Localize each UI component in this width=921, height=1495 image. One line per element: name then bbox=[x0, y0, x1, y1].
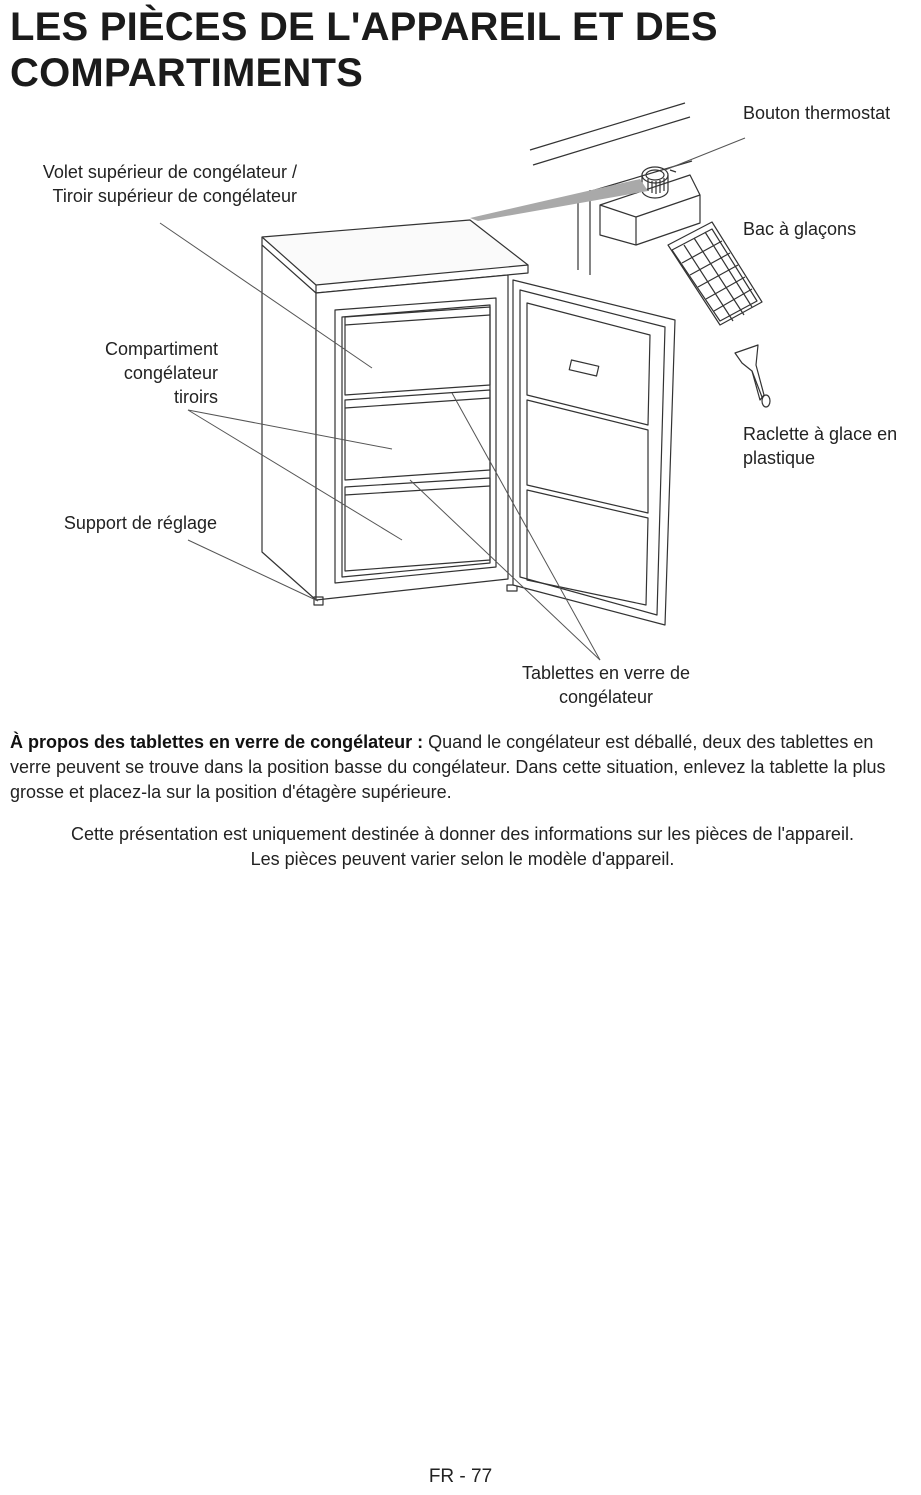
label-ice-scraper-line-1: Raclette à glace en bbox=[743, 424, 898, 444]
label-freezer-compartment bbox=[10, 337, 218, 409]
disclaimer-note-line-1: Cette présentation est uniquement destinée à donner des informations sur les pièces de l'appareil. bbox=[71, 824, 854, 844]
label-freezer-flap-line-2: Tiroir supérieur de congélateur bbox=[52, 186, 297, 206]
page-title-line-1: LES PIÈCES DE L'APPAREIL ET DES bbox=[10, 5, 718, 49]
disclaimer-note-line-2: Les pièces peuvent varier selon le modèle d'appareil. bbox=[250, 849, 675, 869]
label-ice-scraper bbox=[743, 422, 897, 470]
label-ice-tray: Bac à glaçons bbox=[743, 219, 857, 239]
cabinet-top bbox=[262, 220, 528, 285]
page-title-line-2: COMPARTIMENTS bbox=[10, 51, 363, 95]
about-glass-shelves-text: Quand le congélateur est déballé, deux des tablettes en verre peuvent se trouve dans la position basse du congélateur. Dans cette situation, enlevez la tablette la plus grosse et placez-la sur la position d'étagère supérieure. bbox=[10, 732, 886, 802]
about-glass-shelves-paragraph bbox=[10, 730, 915, 805]
label-freezer-compartment-line-1: Compartiment bbox=[104, 339, 218, 359]
freezer-parts-diagram bbox=[0, 95, 921, 715]
page-number: FR - 77 bbox=[428, 1466, 493, 1487]
adjust-foot-leader-line bbox=[188, 540, 318, 601]
disclaimer-note bbox=[10, 822, 915, 872]
label-freezer-flap-line-1: Volet supérieur de congélateur / bbox=[42, 162, 297, 182]
thermostat-zoom-wedge bbox=[470, 179, 648, 221]
label-ice-scraper-line-2: plastique bbox=[743, 448, 816, 468]
page-title bbox=[10, 4, 910, 96]
ice-scraper bbox=[735, 345, 770, 407]
label-adjustable-foot: Support de réglage bbox=[63, 513, 217, 533]
thermostat-leader-line bbox=[665, 138, 745, 170]
label-glass-shelves bbox=[490, 661, 722, 709]
label-freezer-flap bbox=[10, 160, 297, 208]
about-glass-shelves-heading: À propos des tablettes en verre de congélateur : bbox=[10, 732, 424, 752]
label-glass-shelves-line-2: congélateur bbox=[558, 687, 654, 707]
label-freezer-compartment-line-3: tiroirs bbox=[174, 387, 218, 407]
freezer-door bbox=[513, 280, 675, 625]
label-glass-shelves-line-1: Tablettes en verre de bbox=[521, 663, 691, 683]
label-freezer-compartment-line-2: congélateur bbox=[123, 363, 218, 383]
label-thermostat-knob: Bouton thermostat bbox=[743, 103, 891, 123]
